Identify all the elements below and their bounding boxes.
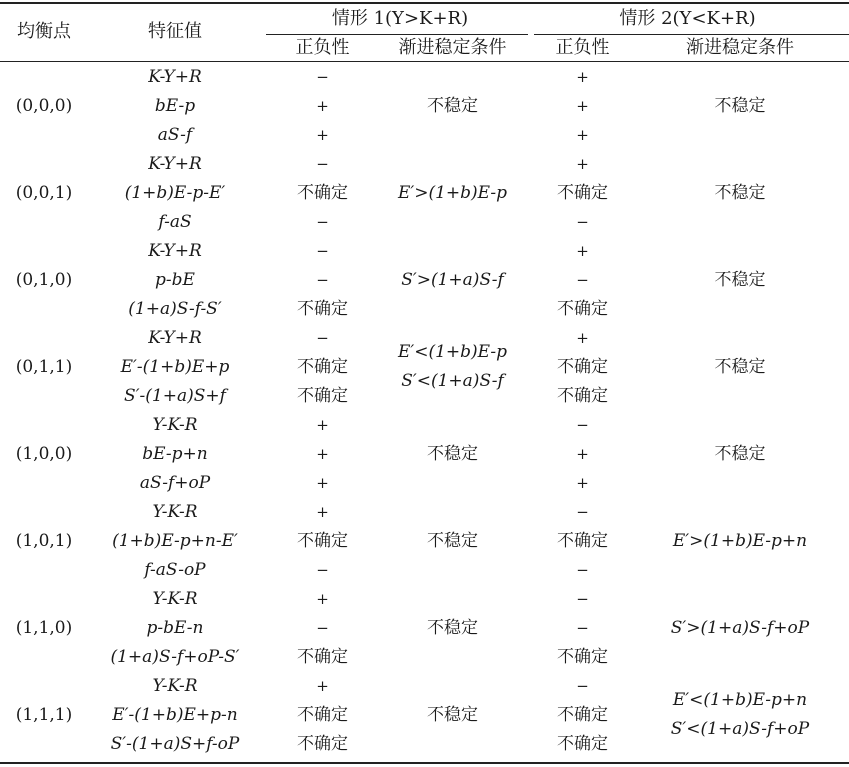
case1-sign: − [316,619,329,637]
eigenvalue-expression: E′-(1+b)E+p [120,357,230,377]
case1-condition: 不稳定 [427,96,478,116]
case2-sign: 不确定 [557,386,608,406]
eigenvalue-expression: bE-p+n [142,444,208,464]
eigenvalue-expression: aS-f+oP [139,473,211,493]
eigenvalue-expression: p-bE [155,270,195,290]
case2-condition: E′<(1+b)E-p+n [672,690,808,710]
case1-sign: − [316,271,329,289]
table-top-rule [0,2,849,4]
case2-sign: − [576,619,589,637]
case1-condition: E′>(1+b)E-p [397,183,508,203]
equilibrium-point: (0,1,0) [15,270,73,290]
case2-sign: − [576,677,589,695]
case1-sign: 不确定 [297,734,348,754]
case2-condition: S′<(1+a)S-f+oP [670,719,810,739]
case2-condition: 不稳定 [714,183,766,203]
case1-sign: 不确定 [297,357,348,377]
equilibrium-point: (1,0,1) [15,531,73,551]
case2-sign: 不确定 [557,647,608,667]
eigenvalue-expression: (1+a)S-f+oP-S′ [110,647,240,667]
case2-sign: 不确定 [557,357,608,377]
case1-sign: + [316,590,329,608]
equilibrium-point: (1,1,0) [15,618,73,638]
case1-condition: E′<(1+b)E-p [397,342,508,362]
equilibrium-point: (1,1,1) [15,705,73,725]
equilibrium-point: (0,0,0) [15,96,73,116]
case1-condition: 不稳定 [427,444,478,464]
case1-sign: + [316,126,329,144]
header-case1: 情形 1(Y>K+R) [331,8,469,29]
case2-sign: + [576,474,589,492]
eigenvalue-expression: aS-f [157,125,193,145]
equilibrium-point: (0,0,1) [15,183,73,203]
case2-sign: − [576,590,589,608]
case1-sign: 不确定 [297,647,348,667]
case1-sign: 不确定 [297,705,348,725]
eigenvalue-expression: (1+b)E-p+n-E′ [112,531,238,551]
header-case1-condition: 渐进稳定条件 [398,37,507,58]
case1-sign: 不确定 [297,183,348,203]
case2-sign: 不确定 [557,299,608,319]
case1-condition: S′>(1+a)S-f [401,270,504,290]
case2-sign: − [576,561,589,579]
case1-condition: 不稳定 [427,618,478,638]
equilibrium-point: (1,0,0) [15,444,73,464]
eigenvalue-expression: Y-K-R [152,589,198,609]
case2-sign: − [576,503,589,521]
case2-sign: + [576,126,589,144]
case1-sign: 不确定 [297,386,348,406]
case2-sign: − [576,213,589,231]
case1-condition: 不稳定 [427,705,478,725]
case2-sign: 不确定 [557,705,608,725]
case1-sign: + [316,677,329,695]
case2-condition: E′>(1+b)E-p+n [672,531,808,551]
case2-sign: + [576,445,589,463]
case2-sign: 不确定 [557,734,608,754]
case2-sign: + [576,329,589,347]
case2-condition: 不稳定 [714,357,766,377]
case1-sign: 不确定 [297,299,348,319]
header-case2: 情形 2(Y<K+R) [619,8,756,29]
eigenvalue-expression: Y-K-R [152,502,198,522]
case2-condition: 不稳定 [714,444,766,464]
equilibrium-point: (0,1,1) [15,357,73,377]
eigenvalue-expression: bE-p [154,96,196,116]
header-bottom-rule [0,61,849,62]
eigenvalue-expression: S′-(1+a)S+f [124,386,226,406]
eigenvalue-expression: K-Y+R [148,328,202,348]
case1-condition: 不稳定 [427,531,478,551]
case2-sign: − [576,271,589,289]
eigenvalue-expression: (1+a)S-f-S′ [128,299,222,319]
case1-sign: + [316,474,329,492]
case1-condition: S′<(1+a)S-f [401,371,504,391]
header-case2-sign: 正负性 [555,37,610,58]
case2-sign: + [576,68,589,86]
case1-sign: − [316,561,329,579]
eigenvalue-expression: K-Y+R [148,67,202,87]
case1-sign: − [316,155,329,173]
eigenvalue-expression: f-aS-oP [144,560,206,580]
case1-sign: − [316,329,329,347]
case2-condition: S′>(1+a)S-f+oP [670,618,810,638]
case1-sign: + [316,97,329,115]
case2-condition: 不稳定 [714,270,766,290]
case1-sign: 不确定 [297,531,348,551]
case1-sign: − [316,213,329,231]
header-eigenvalue: 特征值 [148,21,202,42]
case2-sign: + [576,242,589,260]
eigenvalue-expression: p-bE-n [146,618,204,638]
eigenvalue-expression: S′-(1+a)S+f-oP [110,734,240,754]
header-equilibrium: 均衡点 [17,21,71,42]
case1-sign: + [316,503,329,521]
case1-sign: + [316,445,329,463]
case2-sign: + [576,97,589,115]
case2-condition: 不稳定 [714,96,766,116]
case2-sign: + [576,155,589,173]
case2-sign: 不确定 [557,183,608,203]
case2-sign: 不确定 [557,531,608,551]
eigenvalue-expression: Y-K-R [152,676,198,696]
eigenvalue-expression: K-Y+R [148,241,202,261]
header-case2-condition: 渐进稳定条件 [686,37,794,58]
eigenvalue-expression: E′-(1+b)E+p-n [112,705,238,725]
case2-sign: − [576,416,589,434]
case1-sign: − [316,242,329,260]
header-case1-sign: 正负性 [295,37,350,58]
eigenvalue-expression: K-Y+R [148,154,202,174]
eigenvalue-expression: f-aS [158,212,192,232]
table-bottom-rule [0,762,849,764]
eigenvalue-expression: Y-K-R [152,415,198,435]
case1-sign: − [316,68,329,86]
eigenvalue-expression: (1+b)E-p-E′ [124,183,226,203]
case1-sign: + [316,416,329,434]
